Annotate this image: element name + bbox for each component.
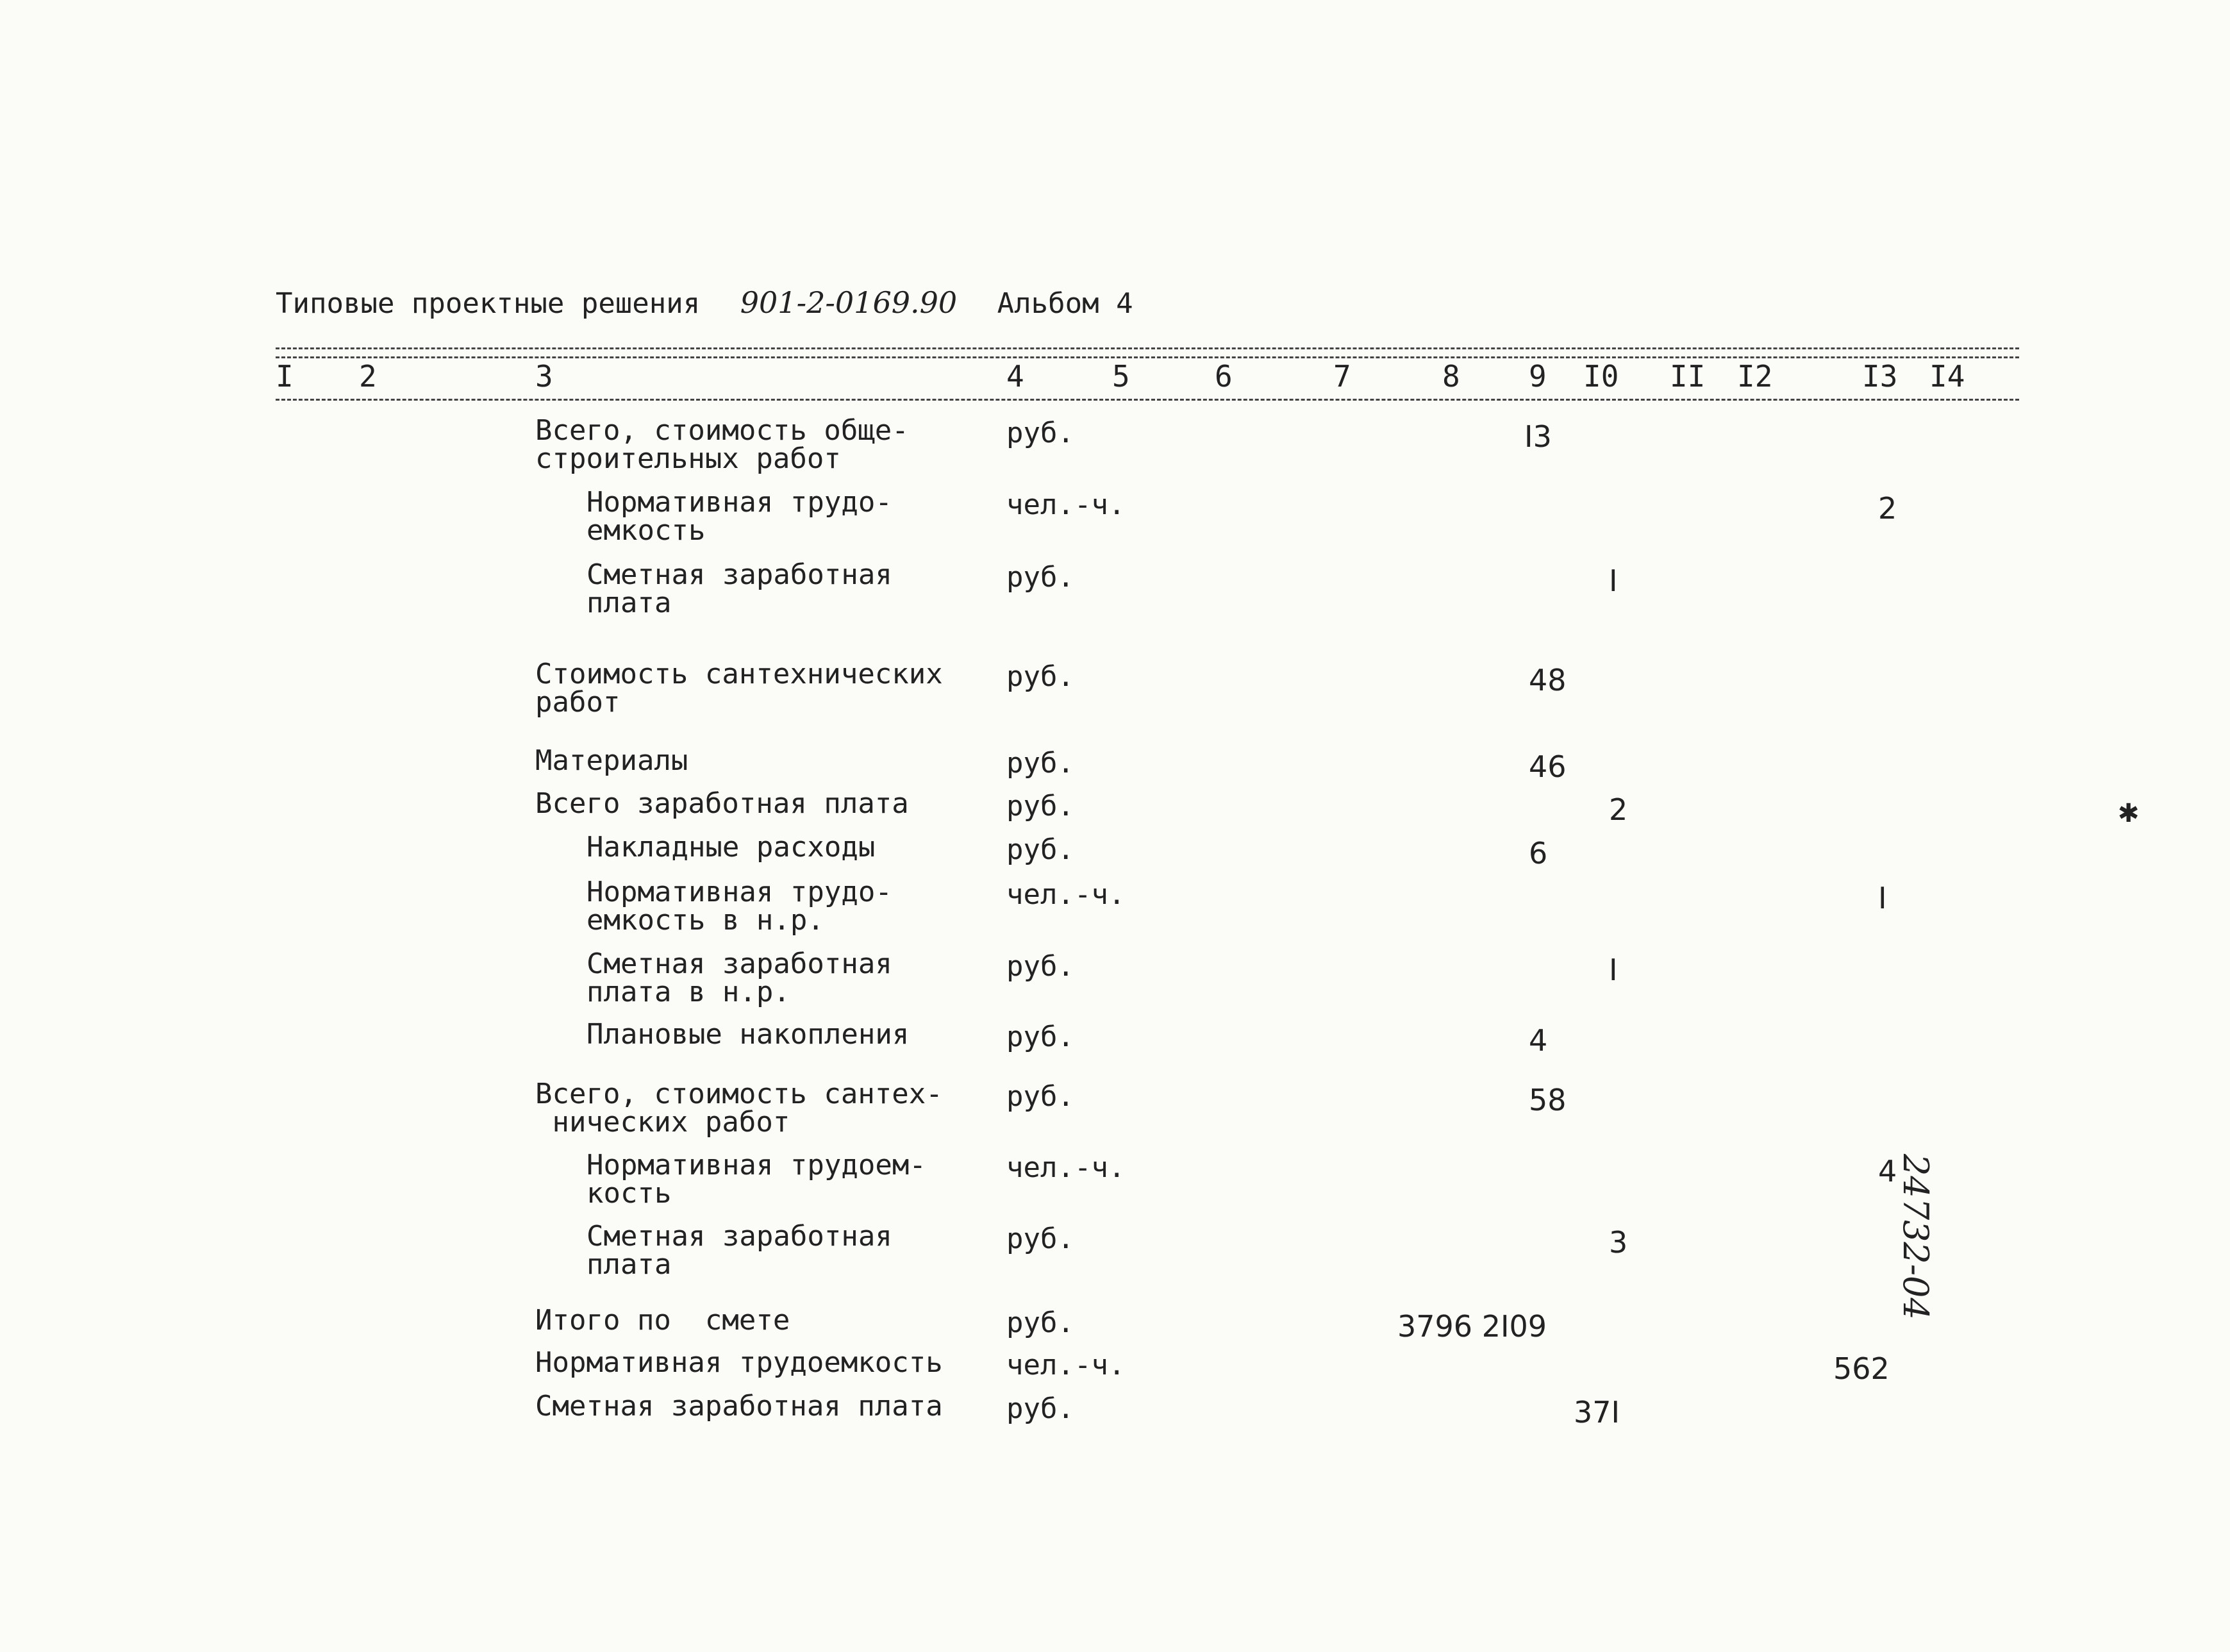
row-description: Накладные расходы: [587, 831, 876, 864]
row-unit: руб.: [1006, 950, 1074, 983]
table-header-rule: [276, 399, 2019, 401]
header-album: Альбом 4: [997, 287, 1133, 320]
row-unit: руб.: [1006, 660, 1074, 693]
row-unit: руб.: [1006, 747, 1074, 780]
col-header-12: I2: [1737, 359, 1773, 394]
row-description: Сметная заработная плата: [587, 1220, 892, 1281]
col-header-1: I: [276, 359, 294, 394]
col-header-9: 9: [1529, 359, 1547, 394]
archive-stamp: 24732-04: [1895, 1154, 1936, 1320]
row-unit: руб.: [1006, 561, 1074, 594]
row-unit: руб.: [1006, 833, 1074, 866]
col-header-10: I0: [1583, 359, 1619, 394]
row-value-c10: I: [1609, 953, 1618, 987]
col-header-8: 8: [1442, 359, 1460, 394]
col-header-4: 4: [1006, 359, 1024, 394]
col-header-6: 6: [1215, 359, 1233, 394]
row-description: Нормативная трудоемкость: [535, 1346, 943, 1379]
row-description: Материалы: [535, 744, 688, 777]
table-top-rule: [276, 347, 2019, 349]
col-header-7: 7: [1333, 359, 1351, 394]
row-value-c9: I3: [1524, 419, 1552, 454]
col-header-11: II: [1670, 359, 1706, 394]
row-description: Нормативная трудо- емкость в н.р.: [587, 876, 892, 937]
row-description: Всего заработная плата: [535, 787, 909, 820]
row-value-c13: 562: [1833, 1351, 1890, 1386]
margin-mark: ✱: [2118, 792, 2139, 830]
col-header-5: 5: [1112, 359, 1130, 394]
row-unit: руб.: [1006, 1021, 1074, 1053]
row-description: Нормативная трудо- емкость: [587, 486, 892, 547]
row-unit: руб.: [1006, 417, 1074, 449]
header-title: Типовые проектные решения: [276, 287, 701, 320]
col-header-3: 3: [535, 359, 553, 394]
row-unit: чел.-ч.: [1006, 488, 1126, 521]
table-top-rule-2: [276, 356, 2019, 358]
row-description: Итого по смете: [535, 1304, 790, 1337]
row-value-c10: 3: [1609, 1225, 1628, 1260]
document-header: [276, 285, 1133, 320]
row-value-c10: 37I: [1574, 1395, 1620, 1430]
row-unit: руб.: [1006, 1392, 1074, 1425]
row-value-c9: 58: [1529, 1083, 1567, 1117]
row-value-c13: 2: [1878, 491, 1897, 526]
row-description: Сметная заработная плата: [587, 558, 892, 619]
row-value-c10: I: [1609, 563, 1618, 598]
row-description: Сметная заработная плата: [535, 1390, 943, 1423]
row-value-c9: 6: [1529, 836, 1548, 871]
col-header-14: I4: [1929, 359, 1965, 394]
row-description: Всего, стоимость обще- строительных работ: [535, 414, 909, 475]
row-description: Всего, стоимость сантех- ническиx работ: [535, 1078, 943, 1139]
row-description: Плановые накопления: [587, 1018, 910, 1051]
row-unit: чел.-ч.: [1006, 1151, 1126, 1184]
row-unit: чел.-ч.: [1006, 878, 1126, 911]
col-header-13: I3: [1862, 359, 1898, 394]
row-value-c8: 3796 2I09: [1397, 1309, 1547, 1344]
row-value-c10: 2: [1609, 792, 1628, 827]
row-unit: руб.: [1006, 1306, 1074, 1339]
row-unit: руб.: [1006, 1222, 1074, 1255]
row-description: Сметная заработная плата в н.р.: [587, 947, 892, 1008]
col-header-2: 2: [359, 359, 377, 394]
row-unit: чел.-ч.: [1006, 1349, 1126, 1381]
header-number: 901-2-0169.90: [740, 285, 958, 320]
row-unit: руб.: [1006, 790, 1074, 822]
row-value-c13: 4: [1878, 1154, 1897, 1189]
row-value-c9: 4: [1529, 1023, 1548, 1058]
row-value-c9: 48: [1529, 663, 1567, 697]
row-description: Стоимость сантехнических работ: [535, 658, 943, 719]
row-value-c9: 46: [1529, 749, 1567, 784]
row-value-c13: I: [1878, 881, 1887, 915]
row-description: Нормативная трудоем- кость: [587, 1149, 926, 1210]
row-unit: руб.: [1006, 1080, 1074, 1113]
